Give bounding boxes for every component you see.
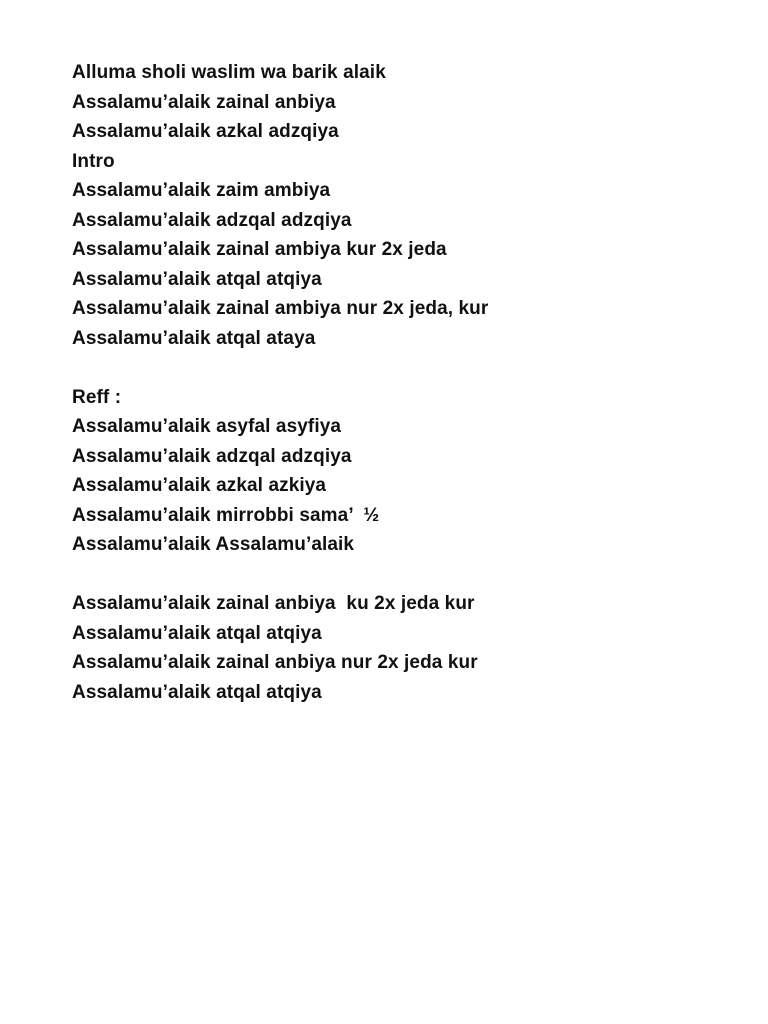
- lyric-line: Assalamu’alaik zainal anbiya ku 2x jeda kur: [72, 593, 475, 614]
- lyric-line: Assalamu’alaik atqal atqiya: [72, 268, 322, 290]
- lyric-line: Assalamu’alaik Assalamu’alaik: [72, 534, 355, 555]
- lyric-line: Assalamu’alaik zainal anbiya nur 2x jeda kur: [72, 652, 478, 673]
- lyric-line: Assalamu’alaik azkal adzqiya: [72, 121, 339, 142]
- lyric-line: Assalamu’alaik zainal ambiya kur 2x jeda: [72, 239, 447, 260]
- lyric-line: Assalamu’alaik atqal ataya: [72, 327, 316, 349]
- lyrics-text-block: [72, 58, 732, 707]
- section-label-reff: Reff :: [72, 386, 122, 408]
- lyric-line: Assalamu’alaik zainal anbiya: [72, 91, 336, 113]
- lyric-line: Alluma sholi waslim wa barik alaik: [72, 62, 386, 83]
- blank-line: [72, 353, 732, 383]
- lyric-line: Assalamu’alaik zaim ambiya: [72, 180, 331, 201]
- lyric-line: Assalamu’alaik adzqal adzqiya: [72, 445, 352, 467]
- lyric-line: Assalamu’alaik mirrobbi sama’ ½: [72, 504, 380, 526]
- blank-line: [72, 560, 732, 590]
- lyric-line: Assalamu’alaik zainal ambiya nur 2x jeda, kur: [72, 298, 489, 319]
- lyric-line: Assalamu’alaik azkal azkiya: [72, 475, 327, 496]
- section-label-intro: Intro: [72, 150, 115, 172]
- lyric-line: Assalamu’alaik asyfal asyfiya: [72, 416, 342, 437]
- lyric-line: Assalamu’alaik atqal atqiya: [72, 681, 322, 703]
- lyric-line: Assalamu’alaik atqal atqiya: [72, 622, 322, 644]
- lyric-line: Assalamu’alaik adzqal adzqiya: [72, 209, 352, 231]
